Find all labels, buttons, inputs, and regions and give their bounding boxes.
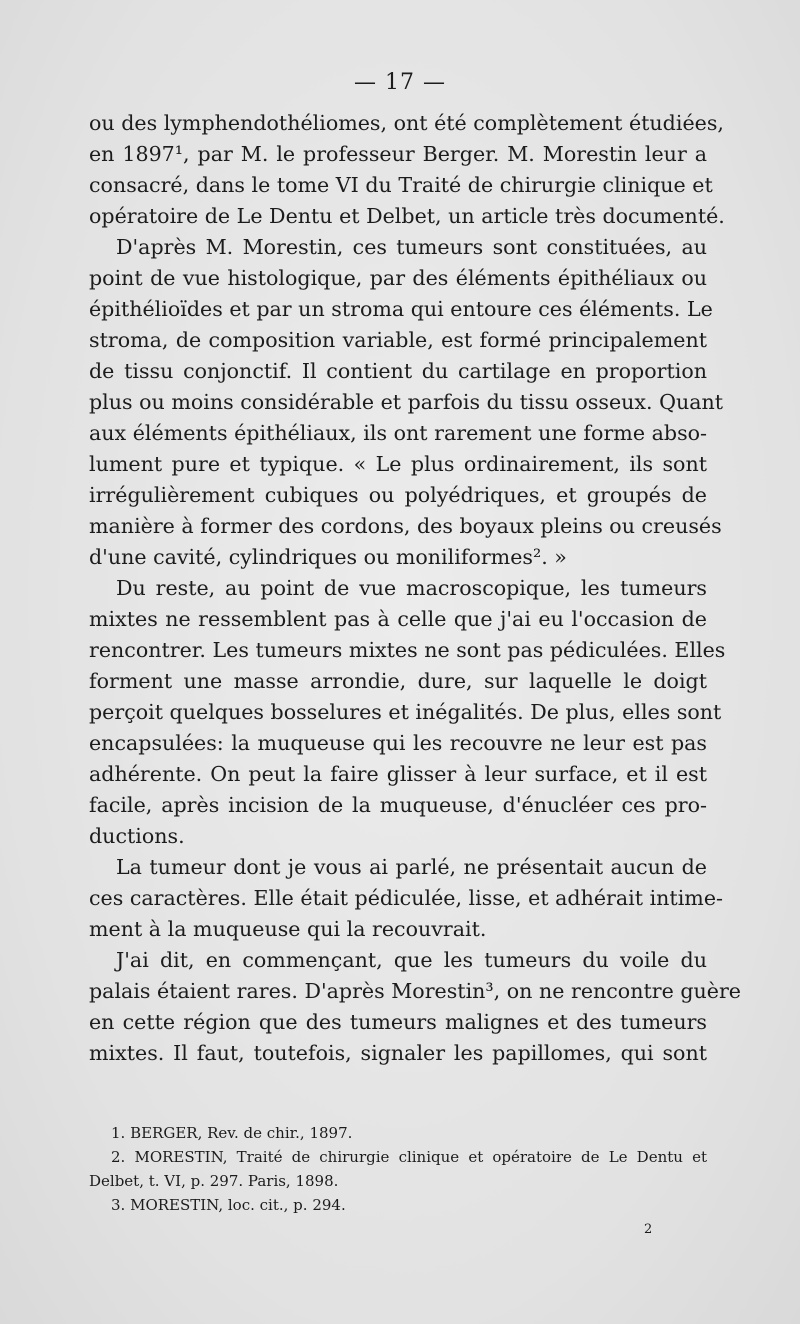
text-line: adhérente. On peut la faire glisser à leur surface, et il est	[89, 762, 707, 786]
text-line: aux éléments épithéliaux, ils ont rarement une forme abso-	[89, 421, 707, 445]
text-line: de tissu conjonctif. Il contient du cartilage en proportion	[89, 359, 707, 383]
text-line: palais étaient rares. D'après Morestin³, on ne rencontre guère	[89, 979, 741, 1003]
text-line: mixtes ne ressemblent pas à celle que j'ai eu l'occasion de	[89, 607, 707, 631]
text-line: épithélioïdes et par un stroma qui entoure ces éléments. Le	[89, 297, 713, 321]
text-line: lument pure et typique. « Le plus ordinairement, ils sont	[89, 452, 707, 476]
text-line: irrégulièrement cubiques ou polyédriques, et groupés de	[89, 483, 707, 507]
footnote-line: Delbet, t. VI, p. 297. Paris, 1898.	[89, 1172, 339, 1190]
footnote-line: 2. MORESTIN, Traité de chirurgie clinique et opératoire de Le Dentu et	[111, 1148, 707, 1166]
page-number: — 17 —	[354, 70, 446, 95]
text-line: J'ai dit, en commençant, que les tumeurs du voile du	[116, 948, 707, 972]
text-line: forment une masse arrondie, dure, sur laquelle le doigt	[89, 669, 707, 693]
text-line: mixtes. Il faut, toutefois, signaler les papillomes, qui sont	[89, 1041, 707, 1065]
text-line: La tumeur dont je vous ai parlé, ne présentait aucun de	[116, 855, 707, 879]
text-line: ductions.	[89, 824, 185, 848]
text-line: ment à la muqueuse qui la recouvrait.	[89, 917, 487, 941]
footnote-line: 3. MORESTIN, loc. cit., p. 294.	[111, 1196, 346, 1214]
signature-mark: 2	[644, 1222, 653, 1237]
text-line: stroma, de composition variable, est formé principalement	[89, 328, 707, 352]
text-line: en cette région que des tumeurs malignes et des tumeurs	[89, 1010, 707, 1034]
text-line: point de vue histologique, par des éléments épithéliaux ou	[89, 266, 707, 290]
text-line: encapsulées: la muqueuse qui les recouvre ne leur est pas	[89, 731, 707, 755]
text-line: D'après M. Morestin, ces tumeurs sont constituées, au	[116, 235, 707, 259]
body-text	[89, 108, 741, 1069]
text-line: opératoire de Le Dentu et Delbet, un article très documenté.	[89, 204, 725, 228]
text-line: d'une cavité, cylindriques ou moniliformes². »	[89, 545, 567, 569]
text-line: Du reste, au point de vue macroscopique, les tumeurs	[116, 576, 707, 600]
text-line: rencontrer. Les tumeurs mixtes ne sont pas pédiculées. Elles	[89, 638, 726, 662]
text-line: consacré, dans le tome VI du Traité de chirurgie clinique et	[89, 173, 713, 197]
footnote-line: 1. BERGER, Rev. de chir., 1897.	[111, 1124, 353, 1142]
text-line: ces caractères. Elle était pédiculée, lisse, et adhérait intime-	[89, 886, 723, 910]
text-line: manière à former des cordons, des boyaux pleins ou creusés	[89, 514, 722, 538]
text-line: facile, après incision de la muqueuse, d'énucléer ces pro-	[89, 793, 707, 817]
text-line: en 1897¹, par M. le professeur Berger. M. Morestin leur a	[89, 142, 707, 166]
text-line: perçoit quelques bosselures et inégalités. De plus, elles sont	[89, 700, 722, 724]
text-line: plus ou moins considérable et parfois du tissu osseux. Quant	[89, 390, 724, 414]
text-line: ou des lymphendothéliomes, ont été complètement étudiées,	[89, 111, 724, 135]
footnotes	[89, 1121, 707, 1217]
